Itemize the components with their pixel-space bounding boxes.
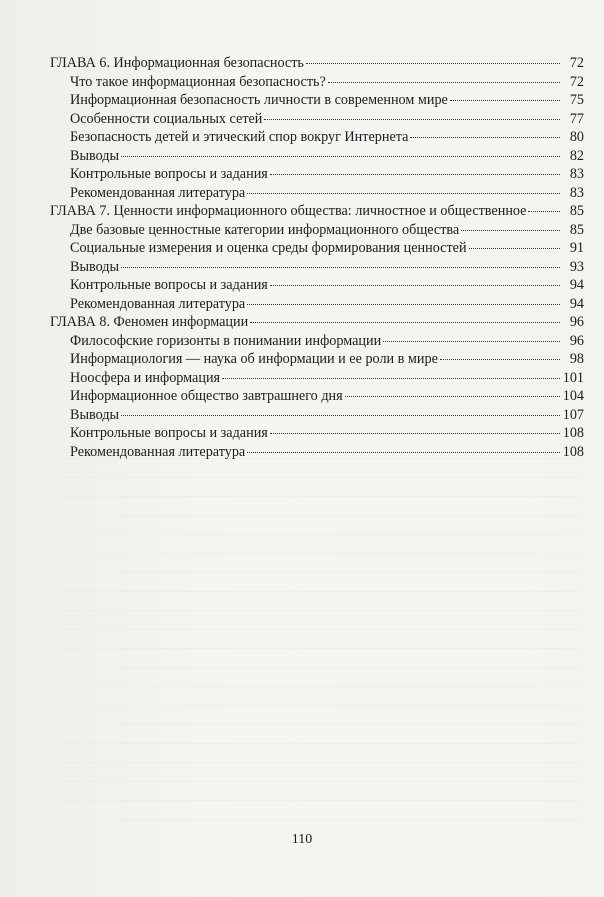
dot-leader [247, 304, 560, 305]
toc-entry-page: 101 [562, 369, 584, 386]
dot-leader [121, 415, 560, 416]
dot-leader [383, 341, 560, 342]
toc-entry-page: 72 [569, 73, 584, 90]
toc-entry-title: Рекомендованная литература [70, 443, 246, 460]
toc-entry-page: 91 [569, 240, 584, 256]
toc-entry-page: 108 [562, 425, 584, 441]
dot-leader [528, 211, 560, 212]
toc-entry-page: 96 [569, 332, 584, 349]
toc-entry-title: ГЛАВА 6. Информационная безопасность [50, 55, 304, 71]
toc-section-entry [50, 239, 584, 258]
toc-entry-title: ГЛАВА 7. Ценности информационного общества: личностное и общественное [50, 203, 527, 219]
toc-entry-title: Рекомендованная литература [70, 184, 246, 201]
toc-section-entry [50, 350, 584, 369]
toc-entry-title: Контрольные вопросы и задания [70, 166, 268, 182]
dot-leader [345, 396, 560, 397]
toc-entry-title: Информациология — наука об информации и ее роли в мире [70, 351, 438, 367]
dot-leader [461, 230, 560, 231]
toc-entry-page: 75 [569, 92, 584, 108]
toc-entry-page: 85 [569, 203, 584, 219]
toc-section-entry [50, 443, 584, 462]
toc-entry-title: Что такое информационная безопасность? [70, 73, 326, 90]
toc-chapter-entry [50, 54, 584, 73]
toc-section-entry [50, 221, 584, 240]
toc-entry-title: Выводы [70, 406, 120, 423]
dot-leader [469, 248, 560, 249]
dot-leader [247, 452, 560, 453]
toc-entry-page: 98 [569, 351, 584, 367]
dot-leader [250, 322, 560, 323]
dot-leader [247, 193, 560, 194]
toc-entry-page: 83 [569, 184, 584, 201]
dot-leader [270, 174, 560, 175]
dot-leader [270, 285, 560, 286]
toc-entry-page: 83 [569, 166, 584, 182]
toc-entry-title: Выводы [70, 147, 120, 164]
toc-section-entry [50, 184, 584, 203]
toc-entry-title: Информационная безопасность личности в современном мире [70, 92, 448, 108]
toc-entry-page: 96 [569, 314, 584, 330]
dot-leader [410, 137, 560, 138]
toc-section-entry [50, 147, 584, 166]
toc-entry-title: Особенности социальных сетей [70, 110, 263, 127]
toc-section-entry [50, 128, 584, 147]
toc-chapter-entry [50, 202, 584, 221]
dot-leader [450, 100, 560, 101]
page-number: 110 [291, 832, 313, 847]
toc-section-entry [50, 258, 584, 277]
toc-section-entry [50, 110, 584, 129]
toc-section-entry [50, 332, 584, 351]
toc-section-entry [50, 369, 584, 388]
toc-entry-title: Безопасность детей и этический спор вокруг Интернета [70, 129, 409, 145]
toc-section-entry [50, 387, 584, 406]
dot-leader [270, 433, 560, 434]
toc-chapter-entry [50, 313, 584, 332]
dot-leader [121, 156, 560, 157]
toc-entry-page: 94 [569, 295, 584, 312]
toc-entry-title: Контрольные вопросы и задания [70, 425, 268, 441]
toc-entry-title: Философские горизонты в понимании информации [70, 332, 382, 349]
toc-entry-page: 107 [562, 406, 584, 423]
dot-leader [440, 359, 560, 360]
toc-entry-page: 82 [569, 147, 584, 164]
toc-entry-title: Две базовые ценностные категории информационного общества [70, 221, 460, 238]
toc-section-entry [50, 276, 584, 295]
toc-entry-page: 93 [569, 258, 584, 275]
toc-entry-page: 80 [569, 129, 584, 145]
toc-entry-page: 85 [569, 221, 584, 238]
dot-leader [328, 82, 560, 83]
dot-leader [222, 378, 560, 379]
toc-entry-title: Информационное общество завтрашнего дня [70, 388, 343, 404]
toc-section-entry [50, 424, 584, 443]
toc-section-entry [50, 91, 584, 110]
toc-section-entry [50, 295, 584, 314]
toc-entry-title: Социальные измерения и оценка среды формирования ценностей [70, 240, 467, 256]
dot-leader [264, 119, 560, 120]
toc-section-entry [50, 165, 584, 184]
toc-section-entry [50, 73, 584, 92]
toc-entry-page: 104 [562, 388, 584, 404]
toc-entry-title: ГЛАВА 8. Феномен информации [50, 314, 249, 330]
dot-leader [306, 63, 560, 64]
toc-entry-title: Выводы [70, 258, 120, 275]
dot-leader [121, 267, 560, 268]
toc-entry-page: 77 [569, 110, 584, 127]
bleed-through-text [62, 440, 582, 820]
toc-entry-page: 72 [569, 55, 584, 71]
toc-entry-page: 94 [569, 277, 584, 293]
toc-entry-title: Рекомендованная литература [70, 295, 246, 312]
toc-section-entry [50, 406, 584, 425]
toc-entry-page: 108 [562, 443, 584, 460]
toc-entry-title: Ноосфера и информация [70, 369, 221, 386]
toc-entry-title: Контрольные вопросы и задания [70, 277, 268, 293]
table-of-contents [50, 54, 584, 461]
